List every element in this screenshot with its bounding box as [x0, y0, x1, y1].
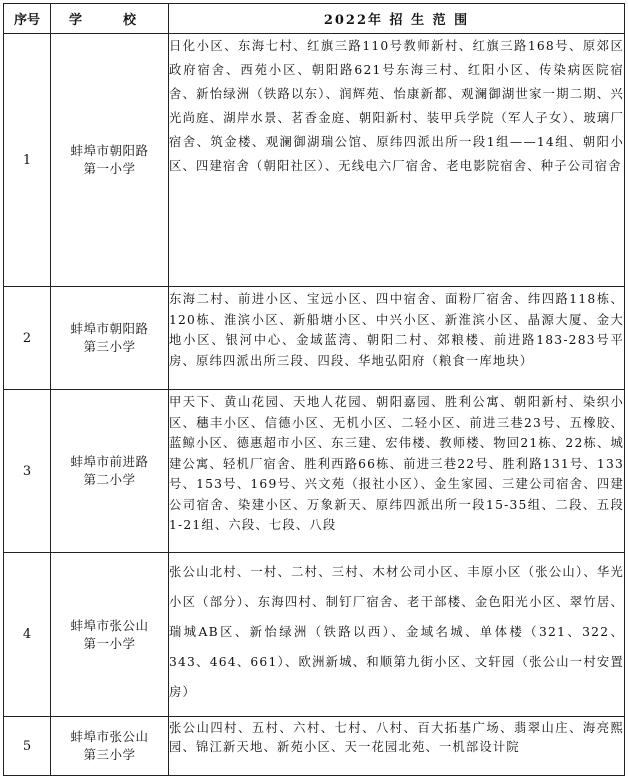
row-number: 1	[4, 34, 51, 287]
school-name-line2: 第一小学	[83, 161, 136, 176]
school-name-line2: 第三小学	[83, 747, 136, 762]
school-name-line1: 蚌埠市张公山	[70, 729, 149, 744]
table-row	[4, 717, 625, 776]
header-range: 2022年 招 生 范 围	[169, 4, 625, 34]
table-row	[4, 390, 625, 553]
school-name-line2: 第二小学	[83, 472, 136, 487]
enrollment-range: 张公山北村、一村、二村、三村、木材公司小区、丰原小区（张公山）、华光小区（部分）、东海四村、制钉厂宿舍、老干部楼、金色阳光小区、翠竹居、瑞城AB区、新怡绿洲（铁路以西）、金域名城、单体楼（321、322、343、464、661）、欧洲新城、和顺第九街小区、文轩园（张公山一村安置房）	[169, 553, 625, 717]
row-number: 4	[4, 553, 51, 717]
enrollment-range: 甲天下、黄山花园、天地人花园、朝阳嘉园、胜利公寓、朝阳新村、染织小区、穗丰小区、信德小区、无机小区、二轻小区、前进三巷23号、五橡胶、蓝鲸小区、德惠超市小区、东三建、宏伟楼、教师楼、物回21栋、22栋、城建公寓、轻机厂宿舍、胜利西路66栋、前进三巷22号、胜利路131号、133号、153号、169号、兴文苑（报社小区）、金生家园、三建公司宿舍、四建公司宿舍、染建小区、万象新天、原纬四派出所一段15-35组、二段、五段1-21组、六段、七段、八段	[169, 390, 625, 553]
table-row	[4, 287, 625, 390]
row-number: 5	[4, 717, 51, 776]
school-name	[51, 553, 169, 717]
table-row	[4, 34, 625, 287]
school-name-line1: 蚌埠市朝阳路	[70, 321, 149, 336]
enrollment-range: 张公山四村、五村、六村、七村、八村、百大拓基广场、翡翠山庄、海亮熙园、锦江新天地、新苑小区、天一花园北苑、一机部设计院	[169, 717, 625, 776]
header-row	[4, 4, 625, 34]
school-name-line1: 蚌埠市张公山	[70, 617, 149, 633]
row-number: 3	[4, 390, 51, 553]
school-name-line2: 第一小学	[83, 635, 136, 651]
school-name-line2: 第三小学	[83, 339, 136, 354]
enrollment-range: 日化小区、东海七村、红旗三路110号教师新村、红旗三路168号、原郊区政府宿舍、西苑小区、朝阳路621号东海三村、红阳小区、传染病医院宿舍、新怡绿洲（铁路以东）、润辉苑、怡康新都、观澜御湖世家一期二期、兴光尚庭、湖岸水景、茗香金庭、朝阳新村、装甲兵学院（军人子女）、玻璃厂宿舍、筑金楼、观澜御湖瑞公馆、原纬四派出所一段1组——14组、朝阳小区、四建宿舍（朝阳社区）、无线电六厂宿舍、老电影院宿舍、种子公司宿舍	[169, 34, 625, 287]
enrollment-table	[3, 3, 625, 776]
school-name	[51, 34, 169, 287]
enrollment-range: 东海二村、前进小区、宝远小区、四中宿舍、面粉厂宿舍、纬四路118栋、120栋、淮滨小区、新船塘小区、中兴小区、新淮滨小区、晶源大厦、金大地小区、银河中心、金域蓝湾、朝阳二村、郊粮楼、前进路183-283号平房、原纬四派出所三段、四段、华地弘阳府（粮食一库地块）	[169, 287, 625, 390]
row-number: 2	[4, 287, 51, 390]
header-school: 学 校	[51, 4, 169, 34]
school-name-line1: 蚌埠市朝阳路	[70, 143, 149, 158]
school-name	[51, 717, 169, 776]
school-name	[51, 390, 169, 553]
school-name-line1: 蚌埠市前进路	[70, 454, 149, 469]
header-no: 序号	[4, 4, 51, 34]
table-row	[4, 553, 625, 717]
school-name	[51, 287, 169, 390]
